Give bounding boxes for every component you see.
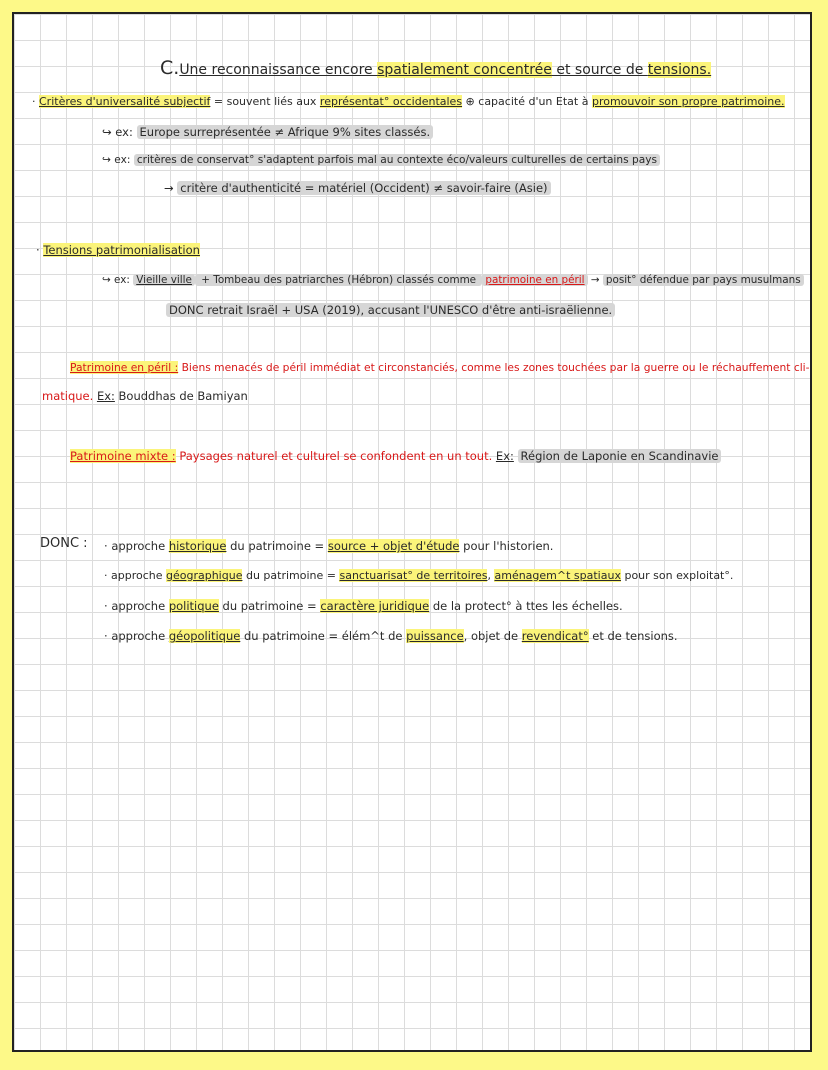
item-text: du patrimoine = (242, 569, 340, 582)
arrow-right-icon: → (587, 274, 603, 286)
tensions-label: Tensions patrimonialisation (43, 243, 200, 257)
heading-text-mid: et source de (551, 62, 648, 78)
example-prefix: ex: (114, 274, 130, 286)
peril-definition (70, 360, 810, 376)
hook-arrow-icon: ↪ (102, 125, 112, 139)
mixte-definition (70, 448, 721, 464)
heading-text-start: Une reconnaissance encore (179, 62, 378, 78)
peril-text: Biens menacés de péril immédiat et circonstanciés, comme les zones touchées par la guerre ou le réchauffement cli- (178, 361, 810, 374)
criteria-represent: représentat° occidentales (319, 95, 463, 108)
mixte-label: Patrimoine mixte : (70, 449, 176, 463)
item-text: du patrimoine = (226, 539, 328, 553)
bullet: · (104, 599, 108, 613)
criteria-text: capacité d'un Etat à (478, 95, 592, 108)
heading-tensions: tensions. (647, 62, 712, 78)
donc-item (104, 598, 623, 614)
bullet: · (36, 243, 40, 257)
example-text: Région de Laponie en Scandinavie (518, 449, 722, 463)
example-text: posit° défendue par pays musulmans (603, 274, 804, 286)
criteria-example-2-sub (164, 180, 551, 196)
example-prefix: Ex: (495, 449, 514, 463)
item-text: , (487, 569, 495, 582)
bullet: · (104, 539, 108, 553)
tensions-example-line-2 (166, 302, 615, 318)
peril-text: matique. (42, 389, 94, 403)
item-highlight: aménagem^t spatiaux (494, 569, 621, 582)
peril-definition-cont (42, 388, 248, 404)
hook-arrow-icon: ↪ (102, 274, 111, 286)
example-prefix: ex: (115, 125, 133, 139)
item-highlight: caractère juridique (320, 599, 430, 613)
donc-item (104, 568, 733, 584)
item-key: politique (168, 599, 219, 613)
item-text: pour l'historien. (459, 539, 554, 553)
item-highlight: revendicat° (521, 629, 589, 643)
item-text: approche (111, 569, 166, 582)
donc-label: DONC : (40, 536, 88, 551)
item-text: pour son exploitat°. (620, 569, 734, 582)
item-text: approche (111, 539, 169, 553)
item-text: et de tensions. (588, 629, 678, 643)
bullet: · (104, 629, 108, 643)
example-prefix: Ex: (96, 389, 115, 403)
bullet: · (104, 569, 108, 582)
peril-label: Patrimoine en péril : (70, 361, 179, 374)
example-text: Vieille ville (133, 274, 195, 286)
heading-spatial: spatialement concentrée (377, 62, 552, 78)
item-text: approche (111, 599, 169, 613)
item-highlight: puissance (406, 629, 464, 643)
item-highlight: source + objet d'étude (327, 539, 460, 553)
donc-item (104, 538, 553, 554)
example-text: Bouddhas de Bamiyan (118, 389, 248, 403)
item-text: du patrimoine = (218, 599, 321, 613)
criteria-line (32, 94, 785, 110)
plus-symbol: ⊕ (462, 95, 479, 108)
tensions-line (36, 242, 200, 258)
item-text: du patrimoine = élém^t de (240, 629, 407, 643)
note-page (12, 12, 812, 1052)
criteria-example-2 (102, 152, 660, 168)
arrow-right-icon: → (164, 181, 174, 195)
example-text: critère d'authenticité = matériel (Occident) ≠ savoir-faire (Asie) (177, 181, 550, 195)
criteria-text: = souvent liés aux (210, 95, 320, 108)
criteria-label: Critères d'universalité subjectif (39, 95, 211, 108)
example-peril: patrimoine en péril (482, 274, 587, 286)
example-text: DONC retrait Israël + USA (2019), accusant l'UNESCO d'être anti-israëlienne. (166, 303, 615, 317)
example-text: + Tombeau des patriarches (Hébron) classés comme (195, 274, 482, 286)
item-highlight: sanctuarisat° de territoires (339, 569, 488, 582)
section-heading (160, 57, 712, 79)
tensions-example (102, 272, 804, 288)
bullet: · (32, 95, 36, 108)
example-prefix: ex: (114, 154, 131, 166)
example-text: Europe surreprésentée ≠ Afrique 9% sites classés. (137, 125, 434, 139)
example-text: critères de conservat° s'adaptent parfois mal au contexte éco/valeurs culturelles de certains pays (134, 154, 660, 166)
criteria-example-1 (102, 124, 433, 140)
item-key: historique (168, 539, 227, 553)
donc-item (104, 628, 678, 644)
mixte-text: Paysages naturel et culturel se confondent en un tout. (175, 449, 493, 463)
item-text: de la protect° à ttes les échelles. (429, 599, 623, 613)
criteria-promote: promouvoir son propre patrimoine. (591, 95, 785, 108)
item-text: , objet de (463, 629, 522, 643)
item-key: géographique (166, 569, 243, 582)
heading-letter: C. (160, 57, 180, 79)
item-text: approche (111, 629, 169, 643)
item-key: géopolitique (168, 629, 241, 643)
hook-arrow-icon: ↪ (102, 154, 111, 166)
